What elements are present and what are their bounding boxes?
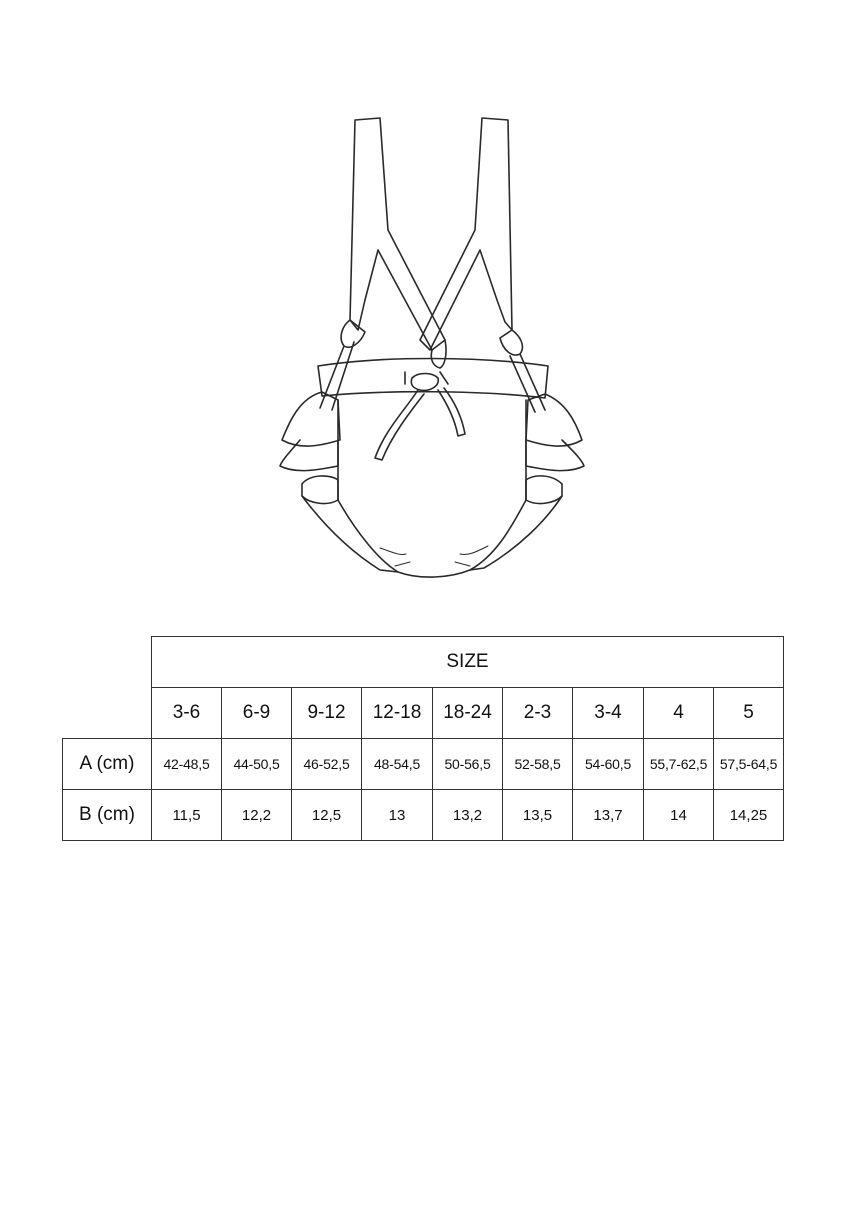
table-cell: 11,5 <box>152 790 222 841</box>
right-leg-cuff <box>526 476 562 504</box>
tie-right <box>438 388 465 436</box>
table-cell: 13,2 <box>433 790 503 841</box>
table-cell: 52-58,5 <box>503 739 573 790</box>
left-ruffle-upper <box>282 392 340 446</box>
table-cell: 13,7 <box>573 790 644 841</box>
row-label-a: A (cm) <box>63 739 152 790</box>
size-chart-table <box>62 636 784 841</box>
size-column-header: 18-24 <box>433 688 503 739</box>
size-column-header: 4 <box>644 688 714 739</box>
row-label-b: B (cm) <box>63 790 152 841</box>
size-header: SIZE <box>152 637 784 688</box>
table-row <box>63 739 784 790</box>
right-knot <box>500 330 545 412</box>
left-strap <box>350 118 445 350</box>
table-cell: 13,5 <box>503 790 573 841</box>
size-column-header: 9-12 <box>292 688 362 739</box>
table-cell: 50-56,5 <box>433 739 503 790</box>
size-column-header: 5 <box>714 688 784 739</box>
table-cell: 46-52,5 <box>292 739 362 790</box>
bow-knot <box>405 372 448 390</box>
table-cell: 14,25 <box>714 790 784 841</box>
table-cell: 13 <box>362 790 433 841</box>
right-leg-opening <box>470 496 562 570</box>
table-cell: 12,2 <box>222 790 292 841</box>
size-column-header: 12-18 <box>362 688 433 739</box>
tie-left <box>375 390 424 460</box>
gathers <box>380 546 488 566</box>
table-cell: 42-48,5 <box>152 739 222 790</box>
size-column-header: 6-9 <box>222 688 292 739</box>
table-cell: 48-54,5 <box>362 739 433 790</box>
table-row <box>63 790 784 841</box>
table-cell: 12,5 <box>292 790 362 841</box>
size-column-header: 3-6 <box>152 688 222 739</box>
size-column-header: 3-4 <box>573 688 644 739</box>
right-strap <box>420 118 512 350</box>
garment-illustration <box>270 110 600 585</box>
right-ruffle-upper <box>526 394 582 446</box>
table-cell: 55,7-62,5 <box>644 739 714 790</box>
size-column-header: 2-3 <box>503 688 573 739</box>
left-leg-cuff <box>302 476 338 504</box>
table-cell: 44-50,5 <box>222 739 292 790</box>
left-ruffle-lower <box>280 440 338 471</box>
table-cell: 14 <box>644 790 714 841</box>
bloomer-body <box>338 400 526 577</box>
table-cell: 54-60,5 <box>573 739 644 790</box>
right-ruffle-lower <box>526 440 584 471</box>
table-cell: 57,5-64,5 <box>714 739 784 790</box>
